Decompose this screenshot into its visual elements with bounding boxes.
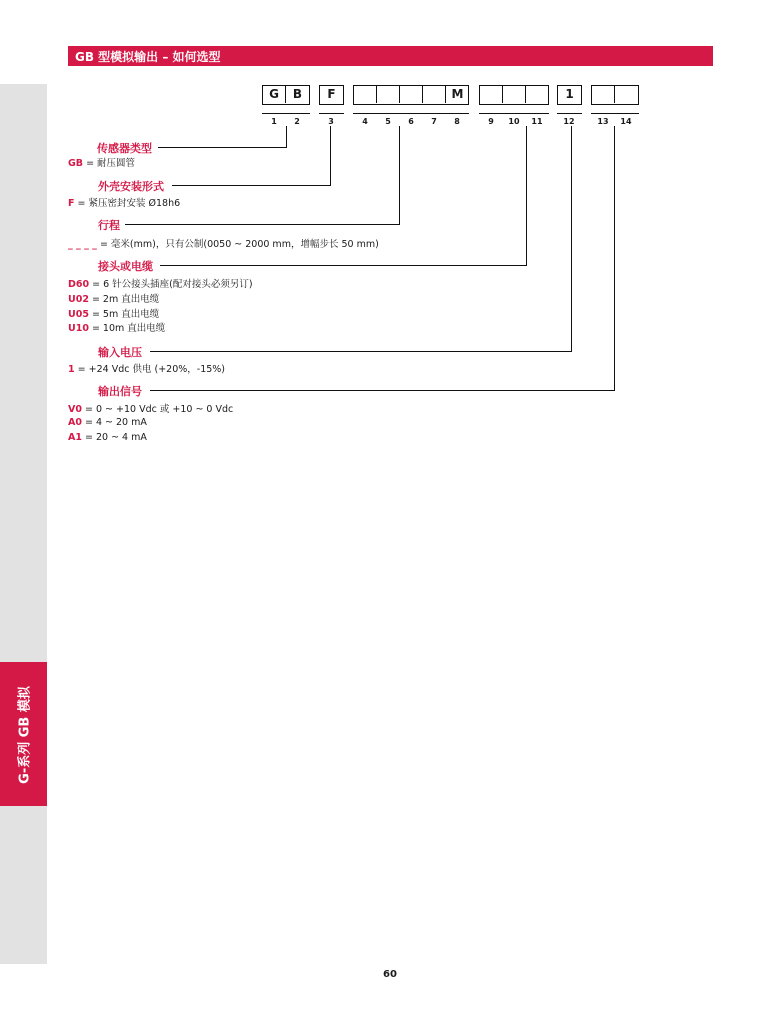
option-item <box>68 320 165 334</box>
option-item <box>68 291 159 305</box>
option-code: GB <box>68 158 84 169</box>
code-box-group-5 <box>557 85 582 105</box>
group-underline <box>262 113 310 114</box>
position-number: 5 <box>385 117 391 126</box>
option-code: U05 <box>68 309 89 320</box>
leader-line <box>526 126 527 265</box>
code-segment <box>592 86 615 103</box>
group-underline <box>557 113 582 114</box>
position-number: 14 <box>620 117 632 126</box>
page-title: GB 型模拟输出 – 如何选型 <box>75 50 221 64</box>
option-text: = 0 ~ +10 Vdc 或 +10 ~ 0 Vdc <box>81 404 234 415</box>
group-underline <box>479 113 549 114</box>
option-code: U10 <box>68 323 89 334</box>
side-margin-bar <box>0 84 47 964</box>
option-text: = 毫米(mm)，只有公制(0050 ~ 2000 mm，增幅步长 50 mm) <box>96 239 379 250</box>
heading-sensor-type: 传感器类型 <box>97 142 152 155</box>
option-code: U02 <box>68 294 89 305</box>
code-segment: M <box>451 87 464 101</box>
option-text: = 2m 直出电缆 <box>88 294 160 305</box>
option-item <box>68 195 180 209</box>
code-segment: G <box>263 86 286 103</box>
option-code: D60 <box>68 279 90 290</box>
page-title-bar <box>68 46 713 66</box>
option-item <box>68 361 225 375</box>
heading-stroke: 行程 <box>98 219 120 232</box>
leader-line <box>571 126 572 351</box>
position-number: 8 <box>454 117 460 126</box>
heading-connector: 接头或电缆 <box>98 260 153 273</box>
leader-line <box>125 224 400 225</box>
code-segment: 1 <box>565 87 574 101</box>
heading-input-voltage: 输入电压 <box>98 346 142 359</box>
position-number: 1 <box>271 117 277 126</box>
position-number: 9 <box>488 117 494 126</box>
heading-output-signal: 输出信号 <box>98 385 142 398</box>
option-item <box>68 236 379 250</box>
option-text: = +24 Vdc 供电 (+20%，-15%) <box>74 364 226 375</box>
option-item <box>68 432 147 443</box>
option-item <box>68 276 253 290</box>
leader-line <box>399 126 400 224</box>
code-segment <box>377 86 400 103</box>
leader-line <box>286 126 287 147</box>
position-number: 6 <box>408 117 414 126</box>
option-code: V0 <box>68 404 82 415</box>
leader-line <box>172 185 331 186</box>
position-number: 4 <box>362 117 368 126</box>
position-number: 3 <box>328 117 334 126</box>
leader-line <box>150 390 615 391</box>
option-code: A1 <box>68 432 82 443</box>
code-segment <box>423 86 446 103</box>
group-underline <box>591 113 639 114</box>
code-box-group-2 <box>319 85 344 105</box>
position-number: 10 <box>508 117 520 126</box>
code-segment <box>526 86 549 103</box>
heading-housing-mount: 外壳安装形式 <box>98 180 164 193</box>
option-code: F <box>68 198 75 209</box>
page-number: 60 <box>383 969 397 980</box>
option-item <box>68 417 147 428</box>
option-code: A0 <box>68 417 82 428</box>
section-side-tab[interactable] <box>0 662 47 806</box>
side-tab-label: G-系列 GB 模拟 <box>17 686 33 784</box>
position-number: 11 <box>531 117 543 126</box>
code-box-group-6 <box>591 85 639 105</box>
option-text: = 耐压圆管 <box>83 158 136 169</box>
position-number: 12 <box>563 117 575 126</box>
code-segment <box>354 86 377 103</box>
code-box-group-1 <box>262 85 310 105</box>
option-text: = 5m 直出电缆 <box>88 309 160 320</box>
code-segment <box>615 86 638 103</box>
leader-line <box>158 147 287 148</box>
option-item <box>68 306 159 320</box>
code-segment <box>503 86 526 103</box>
leader-line <box>614 126 615 390</box>
leader-line <box>330 126 331 185</box>
option-code: _ _ _ _ <box>68 239 97 250</box>
leader-line <box>150 351 572 352</box>
position-number: 2 <box>294 117 300 126</box>
code-box-group-4 <box>479 85 549 105</box>
code-box-group-3 <box>353 85 469 105</box>
option-item <box>68 155 135 169</box>
code-segment <box>480 86 503 103</box>
position-number: 13 <box>597 117 609 126</box>
option-item <box>68 401 233 415</box>
code-segment <box>400 86 423 103</box>
option-text: = 4 ~ 20 mA <box>81 417 147 428</box>
position-number: 7 <box>431 117 437 126</box>
option-text: = 紧压密封安装 Ø18h6 <box>74 198 181 209</box>
option-text: = 6 针公接头插座(配对接头必须另订) <box>89 279 253 290</box>
leader-line <box>160 265 527 266</box>
option-text: = 10m 直出电缆 <box>88 323 166 334</box>
group-underline <box>319 113 344 114</box>
option-code: 1 <box>68 364 75 375</box>
group-underline <box>353 113 469 114</box>
code-segment: B <box>292 87 303 101</box>
code-segment: F <box>327 87 336 101</box>
option-text: = 20 ~ 4 mA <box>81 432 147 443</box>
